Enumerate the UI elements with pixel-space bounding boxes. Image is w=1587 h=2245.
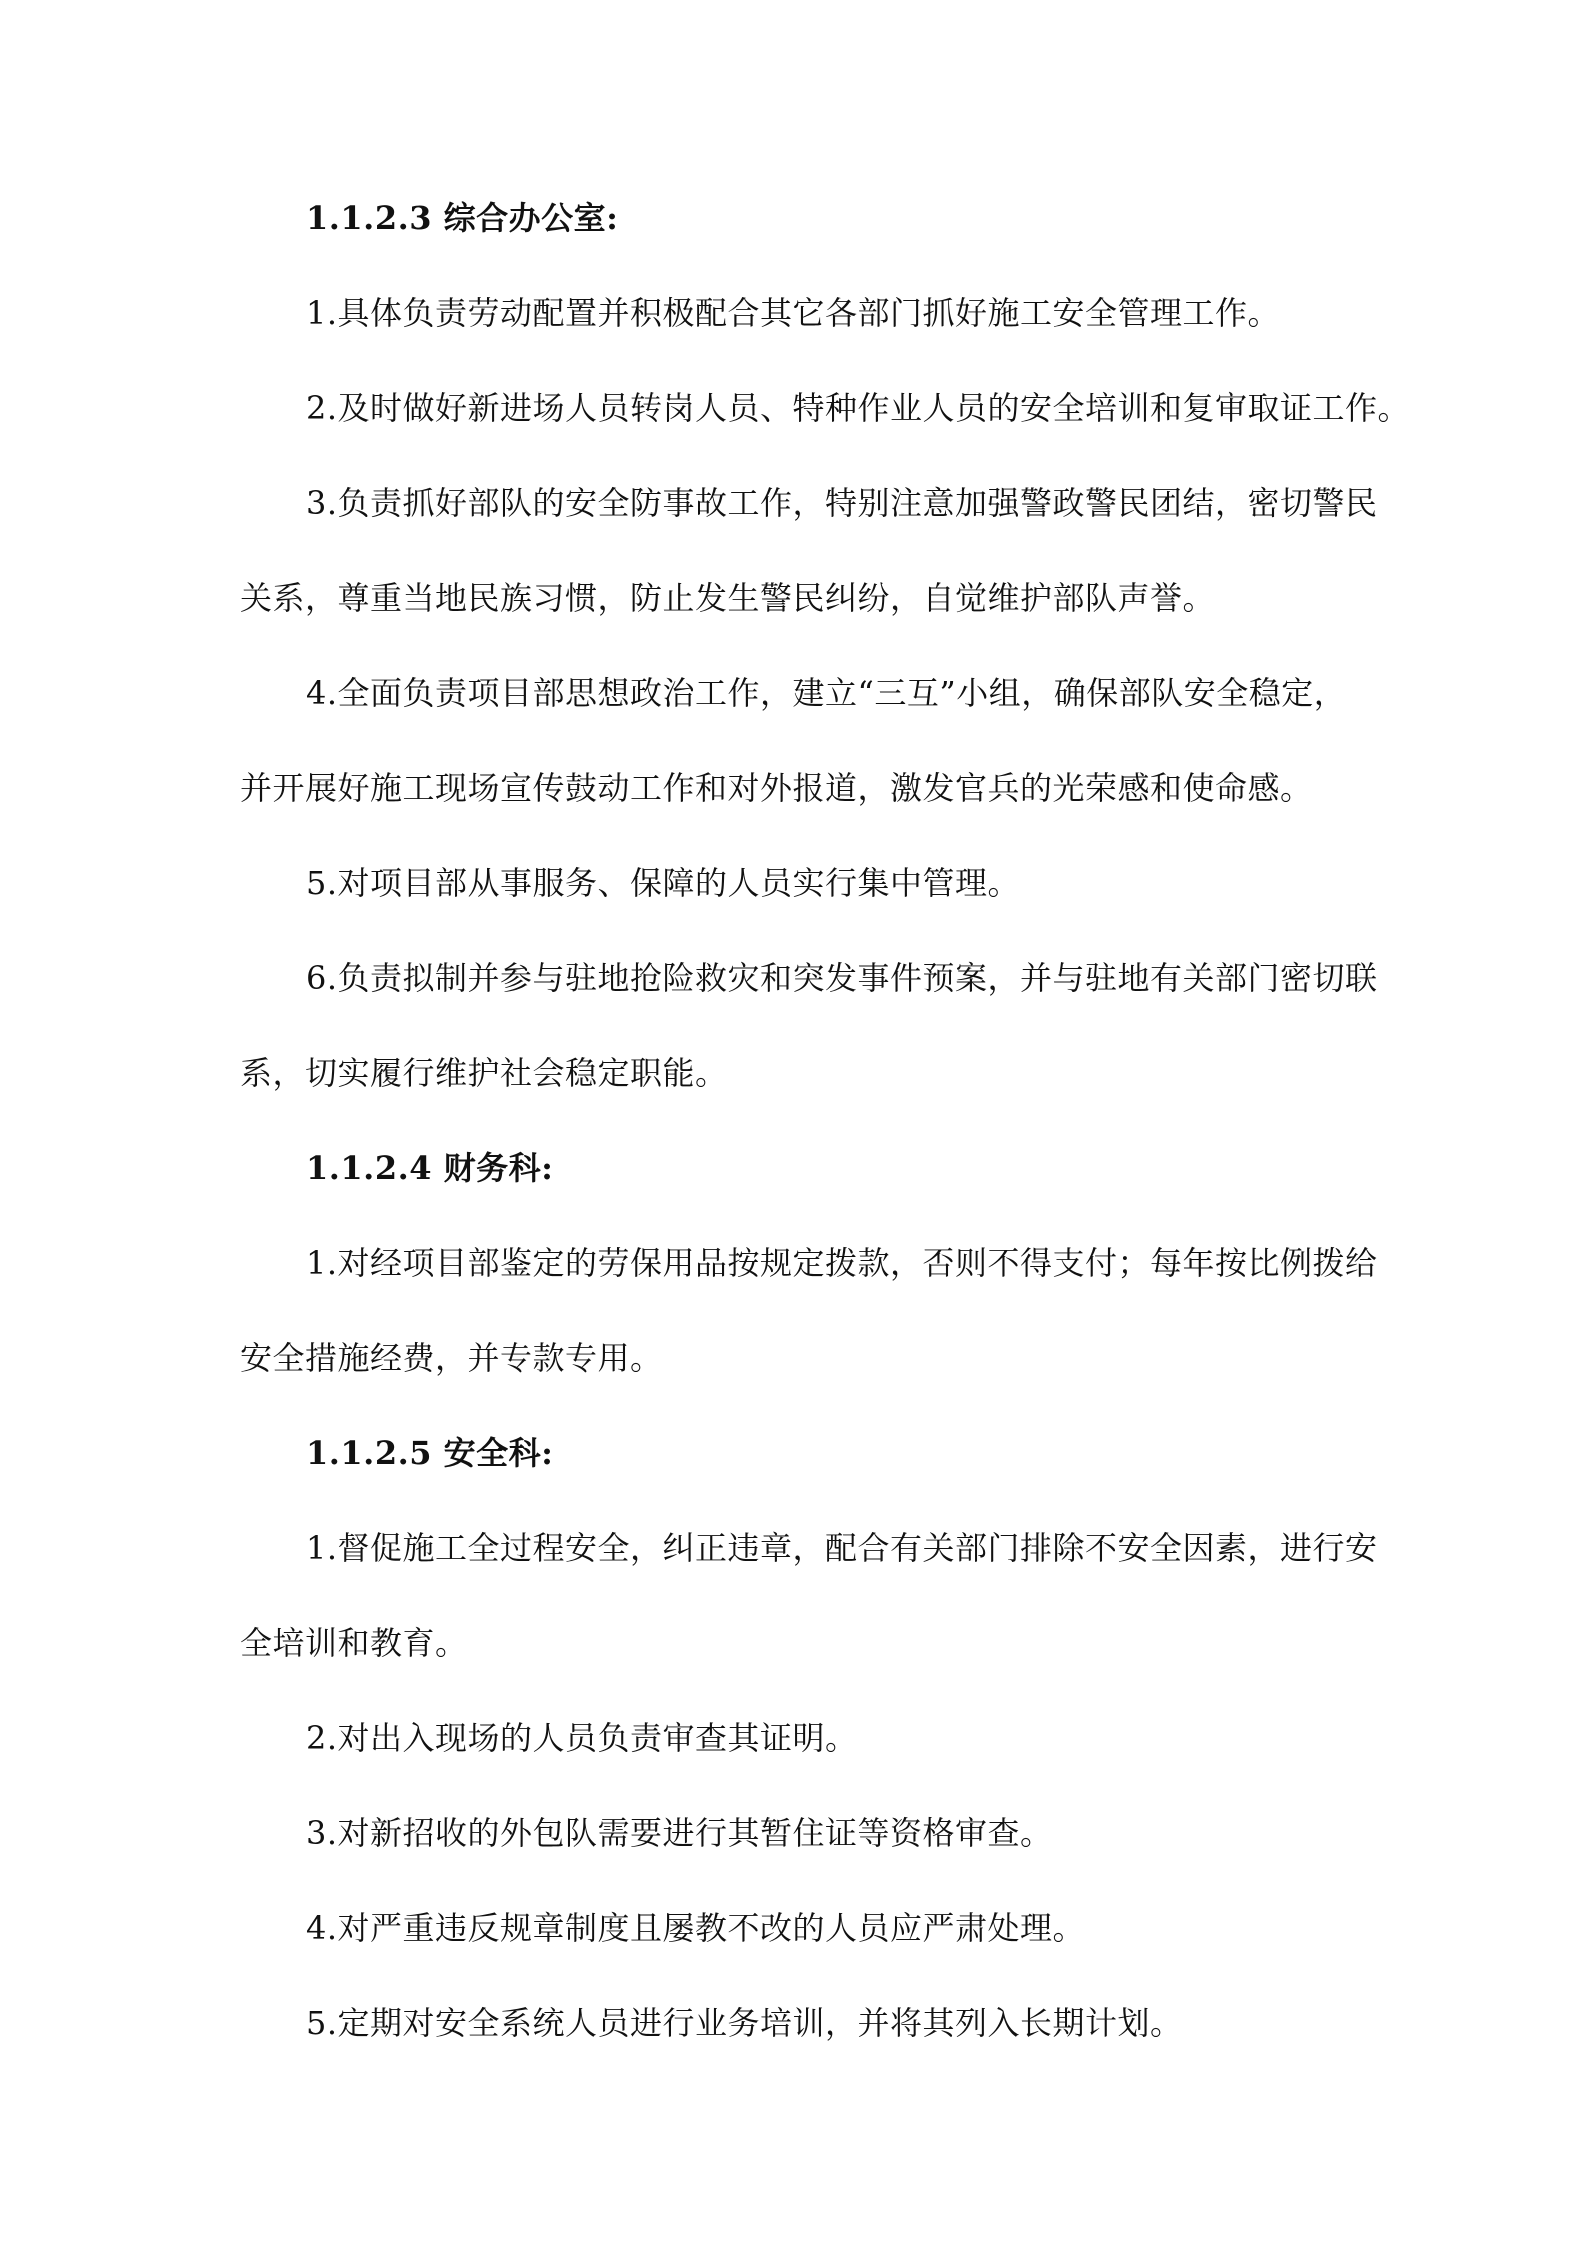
paragraph-line: 4.全面负责项目部思想政治工作，建立“三互”小组，确保部队安全稳定， <box>306 674 1347 712</box>
paragraph-line: 3.对新招收的外包队需要进行其暂住证等资格审查。 <box>306 1814 1053 1852</box>
paragraph-line: 5.对项目部从事服务、保障的人员实行集中管理。 <box>306 864 1021 902</box>
paragraph-line: 1.对经项目部鉴定的劳保用品按规定拨款，否则不得支付；每年按比例拨给 <box>306 1244 1378 1282</box>
section-heading-safety: 1.1.2.5 安全科: <box>306 1434 554 1472</box>
paragraph-line: 3.负责抓好部队的安全防事故工作，特别注意加强警政警民团结，密切警民 <box>306 484 1378 522</box>
paragraph-line: 2.对出入现场的人员负责审查其证明。 <box>306 1719 858 1757</box>
paragraph-line: 6.负责拟制并参与驻地抢险救灾和突发事件预案，并与驻地有关部门密切联 <box>306 959 1378 997</box>
paragraph-line: 1.具体负责劳动配置并积极配合其它各部门抓好施工安全管理工作。 <box>306 294 1281 332</box>
paragraph-line: 安全措施经费，并专款专用。 <box>240 1339 663 1377</box>
section-heading-finance: 1.1.2.4 财务科: <box>306 1149 554 1187</box>
paragraph-line: 系，切实履行维护社会稳定职能。 <box>240 1054 728 1092</box>
paragraph-line: 关系，尊重当地民族习惯，防止发生警民纠纷，自觉维护部队声誉。 <box>240 579 1216 617</box>
paragraph-line: 并开展好施工现场宣传鼓动工作和对外报道，激发官兵的光荣感和使命感。 <box>240 769 1313 807</box>
paragraph-line: 全培训和教育。 <box>240 1624 468 1662</box>
paragraph-line: 4.对严重违反规章制度且屡教不改的人员应严肃处理。 <box>306 1909 1086 1947</box>
paragraph-line: 1.督促施工全过程安全，纠正违章，配合有关部门排除不安全因素，进行安 <box>306 1529 1378 1567</box>
section-heading-general-office: 1.1.2.3 综合办公室: <box>306 199 619 237</box>
paragraph-line: 2.及时做好新进场人员转岗人员、特种作业人员的安全培训和复审取证工作。 <box>306 389 1411 427</box>
paragraph-line: 5.定期对安全系统人员进行业务培训，并将其列入长期计划。 <box>306 2004 1183 2042</box>
